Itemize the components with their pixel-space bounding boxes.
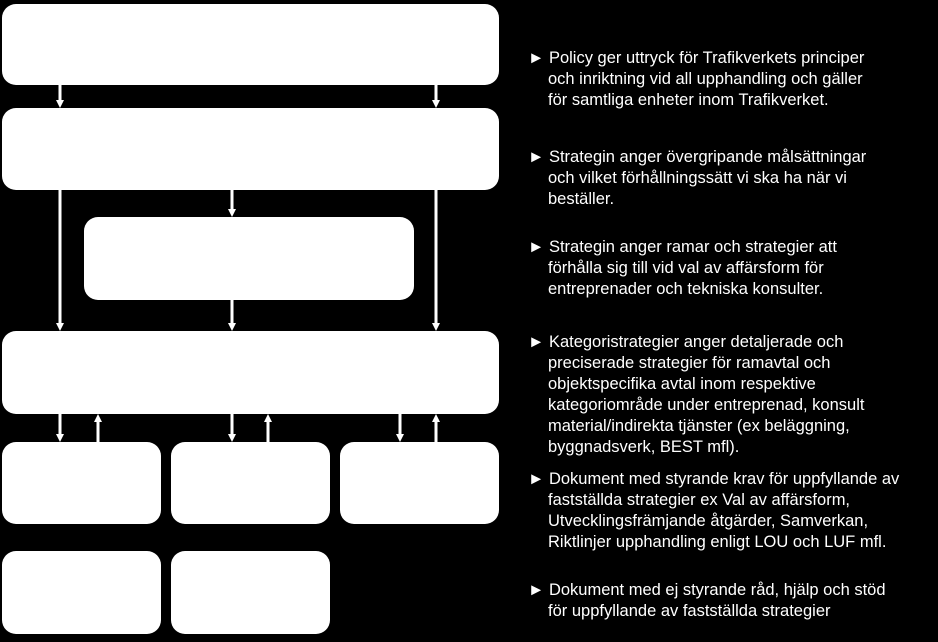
business-form-strategy-description-line-2: förhålla sig till vid val av affärsform för [548, 259, 824, 277]
business-form-strategy-description-line-1: ► Strategin anger ramar och strategier att [528, 238, 837, 256]
governing-document-box-1 [2, 442, 161, 524]
category-strategies-description-line-6: byggnadsverk, BEST mfl). [548, 438, 740, 456]
category-strategies-description-line-4: kategoriområde under entreprenad, konsult [548, 396, 865, 414]
bullet-arrow-icon: ► [528, 581, 545, 599]
governing-documents-description [528, 469, 933, 553]
business-form-strategy-description [528, 237, 933, 300]
strategy-box [2, 108, 499, 190]
business-form-strategy-description-line-3: entreprenader och tekniska konsulter. [548, 280, 824, 298]
governing-document-box-2 [171, 442, 330, 524]
strategy-description [528, 147, 933, 210]
policy-description [528, 48, 933, 111]
policy-description-line-3: för samtliga enheter inom Trafikverket. [548, 91, 829, 109]
bullet-arrow-icon: ► [528, 148, 545, 166]
bullet-arrow-icon: ► [528, 333, 545, 351]
policy-description-line-2: och inriktning vid all upphandling och gäller [548, 70, 863, 88]
bullet-arrow-icon: ► [528, 49, 545, 67]
category-strategies-description-line-3: objektspecifika avtal inom respektive [548, 375, 816, 393]
supporting-document-box-1 [2, 551, 161, 634]
governing-documents-description-line-1: ► Dokument med styrande krav för uppfyllande av [528, 470, 900, 488]
category-strategies-description-line-2: preciserade strategier för ramavtal och [548, 354, 831, 372]
supporting-documents-description-line-2: för uppfyllande av fastställda strategier [548, 602, 831, 620]
strategy-description-line-1: ► Strategin anger övergripande målsättningar [528, 148, 867, 166]
bullet-arrow-icon: ► [528, 238, 545, 256]
strategy-description-line-2: och vilket förhållningssätt vi ska ha när vi [548, 169, 847, 187]
business-form-strategy-box [84, 217, 414, 300]
governing-documents-description-line-3: Utvecklingsfrämjande åtgärder, Samverkan, [548, 512, 869, 530]
category-strategies-box [2, 331, 499, 414]
bullet-arrow-icon: ► [528, 470, 545, 488]
supporting-documents-description-line-1: ► Dokument med ej styrande råd, hjälp och stöd [528, 581, 886, 599]
strategy-description-line-3: beställer. [548, 190, 615, 208]
governing-documents-description-line-4: Riktlinjer upphandling enligt LOU och LUF mfl. [548, 533, 887, 551]
category-strategies-description [528, 332, 933, 458]
supporting-documents-description [528, 580, 933, 622]
governing-documents-description-line-2: fastställda strategier ex Val av affärsform, [548, 491, 851, 509]
policy-box [2, 4, 499, 85]
supporting-document-box-2 [171, 551, 330, 634]
policy-description-line-1: ► Policy ger uttryck för Trafikverkets principer [528, 49, 865, 67]
category-strategies-description-line-1: ► Kategoristrategier anger detaljerade och [528, 333, 844, 351]
governing-document-box-3 [340, 442, 499, 524]
category-strategies-description-line-5: material/indirekta tjänster (ex beläggning, [548, 417, 850, 435]
